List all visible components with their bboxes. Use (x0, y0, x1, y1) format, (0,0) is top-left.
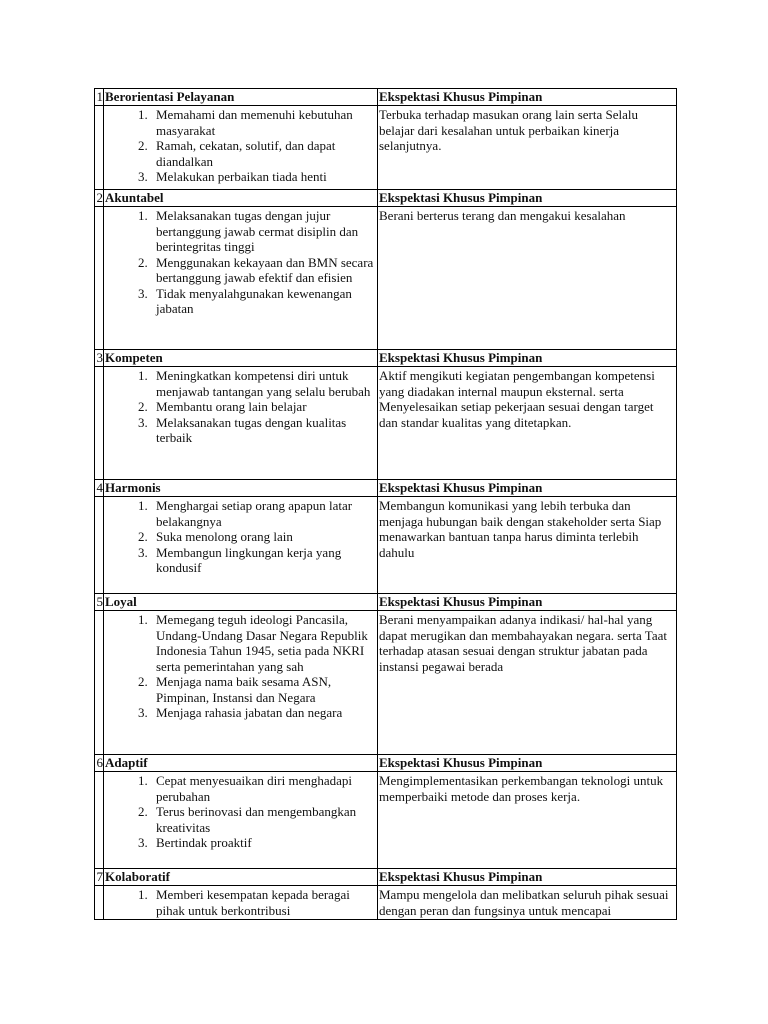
section-header-row (95, 350, 677, 367)
expectation-header: Ekspektasi Khusus Pimpinan (378, 869, 677, 886)
behavior-item: 1. Meningkatkan kompetensi diri untuk menjawab tantangan yang selalu berubah (151, 368, 377, 399)
section-header-row (95, 755, 677, 772)
expectation-text: Mampu mengelola dan melibatkan seluruh pihak sesuai dengan peran dan fungsinya untuk mencapai (379, 887, 669, 918)
behavior-item: 3. Tidak menyalahgunakan kewenangan jabatan (151, 286, 377, 317)
section-title: Adaptif (104, 755, 378, 772)
section-title: Kolaboratif (104, 869, 378, 886)
section-items (104, 497, 378, 594)
expectation-cell (378, 367, 677, 480)
expectation-text: Aktif mengikuti kegiatan pengembangan kompetensi yang diadakan internal maupun eksternal. serta Menyelesaikan setiap pekerjaan sesuai dengan target dan standar kualitas yang ditetapkan. (379, 368, 655, 430)
section-number: 3 (96, 350, 103, 365)
expectation-text: Mengimplementasikan perkembangan teknologi untuk memperbaiki metode dan proses kerja. (379, 773, 664, 804)
section-body-row (95, 886, 677, 920)
expectation-text: Membangun komunikasi yang lebih terbuka dan menjaga hubungan baik dengan stakeholder serta Siap menawarkan bantuan tanpa harus diminta terlebih dahulu (379, 498, 662, 560)
section-number: 1 (96, 89, 103, 104)
number-spacer (95, 207, 104, 350)
behavior-item: 2. Membantu orang lain belajar (151, 399, 377, 415)
section-title: Kompeten (104, 350, 378, 367)
behavior-item: 3. Membangun lingkungan kerja yang kondusif (151, 545, 377, 576)
expectation-cell (378, 207, 677, 350)
expectation-text: Terbuka terhadap masukan orang lain serta Selalu belajar dari kesalahan untuk perbaikan kinerja selanjutnya. (379, 107, 638, 153)
section-header-row (95, 89, 677, 106)
values-table (94, 88, 677, 920)
section-number: 6 (96, 755, 103, 770)
expectation-cell (378, 886, 677, 920)
behavior-list (105, 498, 377, 576)
section-title: Berorientasi Pelayanan (104, 89, 378, 106)
expectation-text: Berani menyampaikan adanya indikasi/ hal-hal yang dapat merugikan dan membahayakan negara. serta Taat terhadap atasan sesuai dengan struktur jabatan pada instansi pegawai berada (379, 612, 667, 674)
behavior-item: 1. Melaksanakan tugas dengan jujur bertanggung jawab cermat disiplin dan berintegritas tinggi (151, 208, 377, 255)
section-body-row (95, 611, 677, 755)
section-number: 4 (96, 480, 103, 495)
section-items (104, 772, 378, 869)
behavior-item: 2. Ramah, cekatan, solutif, dan dapat diandalkan (151, 138, 377, 169)
section-header-row (95, 594, 677, 611)
expectation-header: Ekspektasi Khusus Pimpinan (378, 480, 677, 497)
behavior-list (105, 887, 377, 918)
section-items (104, 611, 378, 755)
behavior-item: 3. Melakukan perbaikan tiada henti (151, 169, 377, 185)
section-items (104, 367, 378, 480)
expectation-header: Ekspektasi Khusus Pimpinan (378, 594, 677, 611)
behavior-item: 1. Memahami dan memenuhi kebutuhan masyarakat (151, 107, 377, 138)
number-spacer (95, 367, 104, 480)
behavior-item: 3. Melaksanakan tugas dengan kualitas terbaik (151, 415, 377, 446)
expectation-cell (378, 611, 677, 755)
number-spacer (95, 772, 104, 869)
behavior-item: 1. Memberi kesempatan kepada beragai pihak untuk berkontribusi (151, 887, 377, 918)
section-items (104, 106, 378, 190)
section-title: Harmonis (104, 480, 378, 497)
behavior-item: 3. Menjaga rahasia jabatan dan negara (151, 705, 377, 721)
expectation-header: Ekspektasi Khusus Pimpinan (378, 89, 677, 106)
section-number: 7 (96, 869, 103, 884)
behavior-item: 1. Cepat menyesuaikan diri menghadapi perubahan (151, 773, 377, 804)
number-spacer (95, 106, 104, 190)
section-body-row (95, 497, 677, 594)
expectation-header: Ekspektasi Khusus Pimpinan (378, 755, 677, 772)
behavior-list (105, 773, 377, 851)
behavior-list (105, 208, 377, 317)
expectation-text: Berani berterus terang dan mengakui kesalahan (379, 208, 626, 223)
number-spacer (95, 886, 104, 920)
expectation-cell (378, 497, 677, 594)
behavior-item: 1. Menghargai setiap orang apapun latar belakangnya (151, 498, 377, 529)
section-body-row (95, 207, 677, 350)
expectation-header: Ekspektasi Khusus Pimpinan (378, 190, 677, 207)
section-title: Akuntabel (104, 190, 378, 207)
expectation-cell (378, 772, 677, 869)
section-number: 5 (96, 594, 103, 609)
behavior-list (105, 612, 377, 721)
section-items (104, 886, 378, 920)
section-header-row (95, 480, 677, 497)
behavior-item: 1. Memegang teguh ideologi Pancasila, Undang-Undang Dasar Negara Republik Indonesia Tahun 1945, setia pada NKRI serta pemerintahan yang sah (151, 612, 377, 674)
section-header-row (95, 869, 677, 886)
behavior-list (105, 368, 377, 446)
behavior-item: 2. Terus berinovasi dan mengembangkan kreativitas (151, 804, 377, 835)
expectation-header: Ekspektasi Khusus Pimpinan (378, 350, 677, 367)
behavior-item: 2. Menjaga nama baik sesama ASN, Pimpinan, Instansi dan Negara (151, 674, 377, 705)
section-body-row (95, 367, 677, 480)
section-number: 2 (96, 190, 103, 205)
behavior-list (105, 107, 377, 185)
section-items (104, 207, 378, 350)
section-body-row (95, 772, 677, 869)
behavior-item: 2. Suka menolong orang lain (151, 529, 377, 545)
section-title: Loyal (104, 594, 378, 611)
behavior-item: 2. Menggunakan kekayaan dan BMN secara bertanggung jawab efektif dan efisien (151, 255, 377, 286)
number-spacer (95, 611, 104, 755)
expectation-cell (378, 106, 677, 190)
number-spacer (95, 497, 104, 594)
behavior-item: 3. Bertindak proaktif (151, 835, 377, 851)
section-body-row (95, 106, 677, 190)
section-header-row (95, 190, 677, 207)
